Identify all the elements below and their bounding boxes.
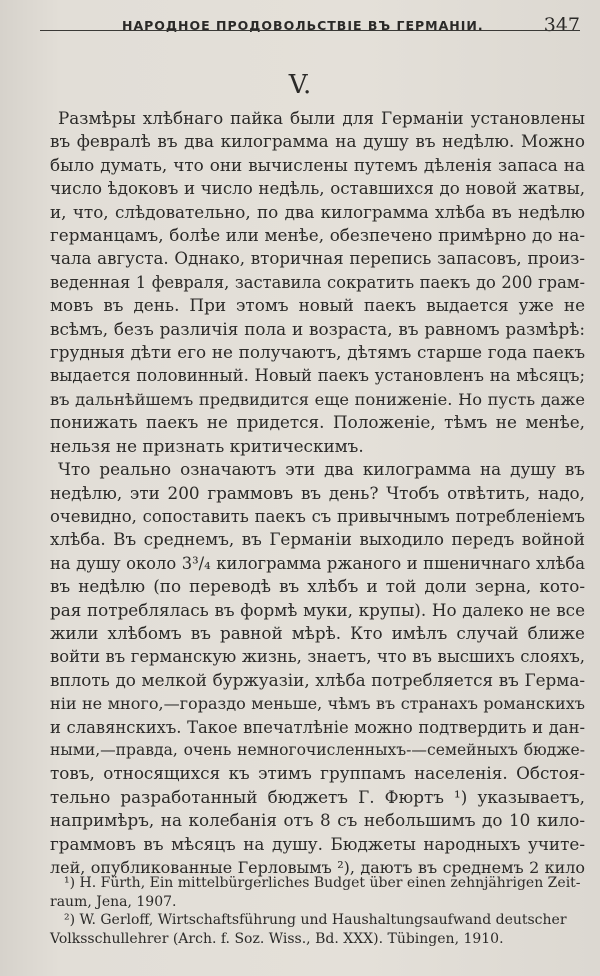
footnote-line: ²) W. Gerloff, Wirtschaftsführung und Haushaltungsaufwand deutscher [64, 912, 567, 928]
running-title: НАРОДНОЕ ПРОДОВОЛЬСТВІЕ ВЪ ГЕРМАНІИ. [122, 18, 484, 33]
text-line: ніи не много,—гораздо меньше, чѣмъ въ странахъ романскихъ [50, 694, 585, 714]
footnote-line: ¹) H. Fürth, Ein mittelbürgerliches Budget über einen zehnjährigen Zeit- [64, 875, 581, 891]
body-text [50, 107, 585, 879]
footnote-line: raum, Jena, 1907. [50, 893, 177, 910]
text-line: лей, опубликованные Герловымъ ²), даютъ въ среднемъ 2 кило [50, 858, 585, 877]
footnotes [50, 874, 585, 948]
page-header [70, 12, 580, 38]
text-line: мовъ въ день. При этомъ новый паекъ выдается уже не [50, 295, 585, 316]
text-line: напримѣръ, на колебанія отъ 8 съ небольшимъ до 10 кило- [50, 810, 585, 831]
text-line: очевидно, сопоставить паекъ съ привычнымъ потребленіемъ [50, 506, 585, 526]
text-line: граммовъ въ мѣсяцъ на душу. Бюджеты народныхъ учите- [50, 833, 585, 854]
text-line: грудныя дѣти его не получаютъ, дѣтямъ старше года паекъ [50, 342, 585, 363]
text-line: чала августа. Однако, вторичная перепись запасовъ, произ- [50, 249, 585, 269]
text-line: тельно разработанный бюджетъ Г. Фюртъ ¹) указываетъ, [50, 786, 585, 807]
text-line: войти въ германскую жизнь, знаетъ, что въ высшихъ слояхъ, [50, 647, 585, 667]
text-line: выдается половинный. Новый паекъ установленъ на мѣсяцъ; [50, 366, 585, 386]
text-line: на душу около 3³/₄ килограмма ржаного и пшеничнаго хлѣба [50, 553, 585, 573]
text-line: ными,—правда, очень немногочисленныхъ-—семейныхъ бюдже- [50, 740, 585, 759]
text-line: въ недѣлю (по переводѣ въ хлѣбъ и той доли зерна, кото- [50, 576, 585, 597]
text-line: число ѣдоковъ и число недѣль, оставшихся до новой жатвы, [50, 179, 585, 199]
text-line: было думать, что они вычислены путемъ дѣленія запаса на [50, 154, 585, 175]
text-line: всѣмъ, безъ различія пола и возраста, въ равномъ размѣрѣ: [50, 318, 585, 339]
text-line: и, что, слѣдовательно, по два килограмма хлѣба въ недѣлю [50, 201, 585, 222]
text-line: Размѣры хлѣбнаго пайка были для Германіи установлены [58, 108, 585, 128]
text-line: недѣлю, эти 200 граммовъ въ день? Чтобъ отвѣтить, надо, [50, 482, 585, 503]
chapter-heading: V. [288, 70, 312, 100]
text-line: рая потреблялась въ формѣ муки, крупы). Но далеко не все [50, 599, 585, 620]
page-number: 347 [543, 14, 580, 36]
text-line: хлѣба. Въ среднемъ, въ Германіи выходило передъ войной [50, 529, 585, 550]
header-rule [40, 30, 580, 31]
text-line: веденная 1 февраля, заставила сократить паекъ до 200 грам- [50, 272, 585, 292]
text-line: въ дальнѣйшемъ предвидится еще пониженіе. Но пусть даже [50, 389, 585, 409]
text-line: германцамъ, болѣе или менѣе, обезпечено примѣрно до на- [50, 225, 585, 246]
text-line: жили хлѣбомъ въ равной мѣрѣ. Кто имѣлъ случай ближе [50, 622, 585, 643]
text-line: понижать паекъ не придется. Положеніе, тѣмъ не менѣе, [50, 412, 585, 433]
text-line: товъ, относящихся къ этимъ группамъ населенія. Обстоя- [50, 763, 585, 784]
footnote-line: Volksschullehrer (Arch. f. Soz. Wiss., Bd. XXX). Tübingen, 1910. [50, 930, 504, 947]
text-line: вплоть до мелкой буржуазіи, хлѣба потребляется въ Герма- [50, 669, 585, 690]
text-line: и славянскихъ. Такое впечатлѣніе можно подтвердить и дан- [50, 717, 585, 737]
text-line: въ февралѣ въ два килограмма на душу въ недѣлю. Можно [50, 131, 585, 152]
text-line: нельзя не признать критическимъ. [50, 435, 364, 456]
text-line: Что реально означаютъ эти два килограмма на душу въ [58, 459, 585, 480]
